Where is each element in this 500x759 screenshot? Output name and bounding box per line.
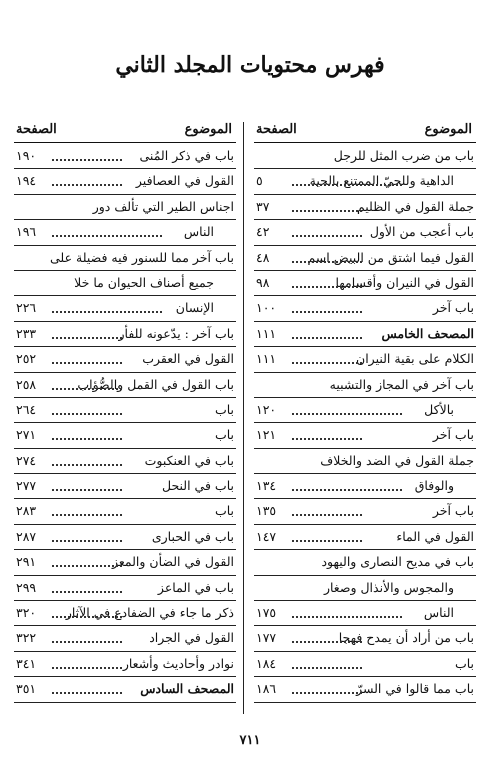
entry-topic: باب في الحبارى bbox=[151, 528, 234, 544]
page-number: ٧١١ bbox=[239, 733, 261, 748]
entry-page-number: ١٠٠ bbox=[256, 300, 277, 316]
entry-page-number: ١٨٤ bbox=[256, 655, 277, 671]
toc-entry bbox=[254, 296, 476, 321]
dot-leader bbox=[52, 565, 122, 567]
entry-page-number: ٢٢٦ bbox=[16, 300, 37, 316]
dot-leader bbox=[52, 184, 122, 186]
entry-page-number: ٢٧٧ bbox=[16, 478, 37, 494]
entry-topic: باب في مديح النصارى واليهود bbox=[321, 554, 474, 570]
entry-page-number: ١١١ bbox=[256, 325, 277, 341]
toc-entry bbox=[14, 576, 236, 601]
entry-page-number: ١١١ bbox=[256, 351, 277, 367]
dot-leader bbox=[292, 413, 402, 415]
dot-leader bbox=[292, 489, 402, 491]
entry-topic: القول في العقرب bbox=[142, 351, 234, 367]
dot-leader bbox=[52, 540, 122, 542]
entry-topic: نوادر وأحاديث وأشعار bbox=[122, 655, 234, 671]
dot-leader bbox=[292, 337, 362, 339]
entry-page-number: ٣٥١ bbox=[16, 681, 37, 697]
toc-entry bbox=[14, 474, 236, 499]
toc-entry bbox=[254, 246, 476, 271]
entry-topic: باب في ذكر المُنى bbox=[139, 148, 234, 163]
entry-page-number: ٢٣٣ bbox=[16, 325, 37, 341]
dot-leader bbox=[292, 362, 362, 364]
dot-leader bbox=[52, 591, 122, 593]
dot-leader bbox=[52, 464, 122, 466]
dot-leader bbox=[292, 261, 362, 263]
entry-topic: والمجوس والأنذال وصغار bbox=[323, 579, 454, 595]
toc-entry bbox=[14, 271, 236, 296]
entry-page-number: ١٣٥ bbox=[256, 503, 277, 519]
dot-leader bbox=[292, 692, 362, 694]
entry-topic: ذكر ما جاء في الضفادع في الآثار bbox=[65, 605, 234, 621]
entry-page-number: ١٩٦ bbox=[16, 224, 37, 240]
entry-topic: باب bbox=[214, 503, 234, 519]
dot-leader bbox=[292, 641, 362, 643]
toc-entry bbox=[254, 169, 476, 194]
page-title: فهرس محتويات المجلد الثاني bbox=[115, 52, 385, 78]
column-header bbox=[14, 120, 236, 144]
toc-entry bbox=[14, 626, 236, 651]
header-rule bbox=[254, 142, 476, 143]
entry-page-number: ١٩٠ bbox=[16, 148, 37, 163]
entry-page-number: ٤٨ bbox=[256, 249, 270, 265]
entry-topic: باب آخر bbox=[432, 300, 474, 316]
entry-topic: اجناس الطير التي تألف دور bbox=[92, 198, 234, 214]
toc-entry bbox=[254, 195, 476, 220]
entry-topic: باب آخر في المجاز والتشبيه bbox=[329, 376, 474, 392]
toc-entry bbox=[254, 347, 476, 372]
toc-entry bbox=[254, 677, 476, 702]
toc-entry bbox=[14, 652, 236, 677]
dot-leader bbox=[52, 159, 122, 161]
dot-leader bbox=[52, 362, 122, 364]
toc-entry bbox=[254, 144, 476, 169]
entry-page-number: ٣٧ bbox=[256, 198, 270, 214]
entry-topic: القول في الجراد bbox=[149, 630, 234, 646]
toc-entry bbox=[254, 220, 476, 245]
entry-page-number: ١٨٦ bbox=[256, 681, 277, 697]
entry-topic: جميع أصناف الحيوان ما خلا bbox=[74, 274, 214, 290]
dot-leader bbox=[52, 489, 122, 491]
entry-page-number: ١٢٠ bbox=[256, 401, 277, 417]
entry-topic: باب آخر : يدّعونه للفأر bbox=[118, 325, 234, 341]
dot-leader bbox=[52, 388, 122, 390]
entry-page-number: ٣٢٠ bbox=[16, 605, 37, 621]
entry-topic: باب آخر مما للسنور فيه فضيلة على bbox=[50, 249, 234, 265]
toc-entry bbox=[254, 322, 476, 347]
dot-leader bbox=[52, 514, 122, 516]
header-rule bbox=[14, 142, 236, 143]
entry-topic: باب من ضرب المثل للرجل bbox=[333, 148, 474, 163]
toc-column-right bbox=[254, 120, 476, 703]
toc-entry bbox=[14, 373, 236, 398]
toc-entry bbox=[14, 220, 236, 245]
entry-topic: الكلام على بقية النيران bbox=[356, 351, 474, 367]
entry-topic: القول في الضأن والمعز bbox=[111, 554, 234, 570]
entry-topic: الناس bbox=[183, 224, 214, 240]
entry-topic: جملة القول في الضد والخلاف bbox=[320, 452, 474, 468]
dot-leader bbox=[292, 311, 362, 313]
entry-topic: القول في الماء bbox=[396, 528, 474, 544]
topic-header: الموضوع bbox=[424, 122, 472, 137]
dot-leader bbox=[292, 235, 362, 237]
entry-topic: باب القول في القمل والصُّؤاب bbox=[77, 376, 234, 392]
entry-page-number: ١٩٤ bbox=[16, 173, 37, 189]
toc-entry bbox=[14, 322, 236, 347]
entry-topic: باب آخر bbox=[432, 427, 474, 443]
dot-leader bbox=[292, 667, 362, 669]
toc-entry bbox=[14, 423, 236, 448]
entry-page-number: ٢٥٨ bbox=[16, 376, 37, 392]
entry-topic: المصحف السادس bbox=[140, 681, 234, 697]
dot-leader bbox=[52, 438, 122, 440]
entry-topic: باب في الماعز bbox=[157, 579, 234, 595]
entry-page-number: ٩٨ bbox=[256, 274, 270, 290]
entry-topic: باب في العنكبوت bbox=[144, 452, 234, 468]
entry-topic: الداهية وللحيّ الممتنع بالحية bbox=[309, 173, 454, 189]
entry-page-number: ٢٩٩ bbox=[16, 579, 37, 595]
dot-leader bbox=[292, 438, 362, 440]
entry-topic: القول فيما اشتق من البيض اسم bbox=[307, 249, 474, 265]
toc-entry bbox=[254, 525, 476, 550]
toc-entry bbox=[14, 550, 236, 575]
entry-page-number: ١٧٥ bbox=[256, 605, 277, 621]
toc-entry bbox=[14, 601, 236, 626]
toc-entry bbox=[254, 626, 476, 651]
page-header: الصفحة bbox=[16, 122, 57, 137]
toc-entry bbox=[14, 449, 236, 474]
dot-leader bbox=[52, 413, 122, 415]
toc-entry bbox=[14, 499, 236, 524]
dot-leader bbox=[292, 210, 362, 212]
toc-entry bbox=[254, 271, 476, 296]
dot-leader bbox=[52, 337, 122, 339]
toc-entry bbox=[14, 195, 236, 220]
entry-page-number: ١٧٧ bbox=[256, 630, 277, 646]
entry-topic: باب bbox=[454, 655, 474, 671]
entry-topic: والوفاق bbox=[414, 478, 454, 494]
dot-leader bbox=[52, 311, 162, 313]
entry-page-number: ٣٤١ bbox=[16, 655, 37, 671]
dot-leader bbox=[292, 616, 402, 618]
page-header: الصفحة bbox=[256, 122, 297, 137]
entry-page-number: ١٣٤ bbox=[256, 478, 277, 494]
dot-leader bbox=[292, 514, 362, 516]
toc-entry bbox=[254, 652, 476, 677]
toc-entry bbox=[254, 576, 476, 601]
dot-leader bbox=[52, 616, 122, 618]
dot-leader bbox=[52, 692, 122, 694]
entry-topic: باب من أراد أن يمدح فهجا bbox=[338, 630, 474, 646]
entry-topic: باب آخر bbox=[432, 503, 474, 519]
entry-topic: الإنسان bbox=[175, 300, 214, 316]
entry-topic: جملة القول في الظليم bbox=[356, 198, 474, 214]
dot-leader bbox=[52, 641, 122, 643]
entry-topic: باب أعجب من الأول bbox=[369, 224, 474, 240]
toc-entry bbox=[254, 373, 476, 398]
entry-page-number: ١٤٧ bbox=[256, 528, 277, 544]
entry-page-number: ٢٩١ bbox=[16, 554, 37, 570]
dot-leader bbox=[292, 286, 362, 288]
toc-entries bbox=[14, 144, 236, 703]
toc-entry bbox=[254, 449, 476, 474]
dot-leader bbox=[52, 235, 162, 237]
toc-entry bbox=[254, 398, 476, 423]
entry-topic: القول في النيران وأقسامها bbox=[335, 274, 474, 290]
entry-page-number: ٢٥٢ bbox=[16, 351, 37, 367]
toc-entry bbox=[14, 398, 236, 423]
toc-entry bbox=[14, 347, 236, 372]
entry-page-number: ١٢١ bbox=[256, 427, 277, 443]
column-header bbox=[254, 120, 476, 144]
entry-topic: باب مما قالوا في السرّ bbox=[356, 681, 474, 697]
dot-leader bbox=[52, 667, 122, 669]
entry-topic: بالأكل bbox=[424, 401, 454, 417]
entry-page-number: ٢٨٣ bbox=[16, 503, 37, 519]
entry-topic: باب bbox=[214, 427, 234, 443]
toc-entry bbox=[14, 525, 236, 550]
toc-column-left bbox=[14, 120, 236, 703]
entry-page-number: ٣٢٢ bbox=[16, 630, 37, 646]
dot-leader bbox=[292, 540, 362, 542]
entry-topic: باب في النحل bbox=[162, 478, 234, 494]
entry-topic: باب bbox=[214, 401, 234, 417]
toc-entry bbox=[254, 601, 476, 626]
entry-page-number: ٤٢ bbox=[256, 224, 270, 240]
toc-entry bbox=[254, 550, 476, 575]
toc-entry bbox=[14, 677, 236, 702]
toc-entry bbox=[254, 499, 476, 524]
entry-page-number: ٢٦٤ bbox=[16, 401, 37, 417]
entry-page-number: ٢٧٤ bbox=[16, 452, 37, 468]
toc-entry bbox=[254, 474, 476, 499]
entry-topic: الناس bbox=[423, 605, 454, 621]
toc-entries bbox=[254, 144, 476, 703]
toc-entry bbox=[14, 169, 236, 194]
column-divider bbox=[243, 122, 244, 714]
toc-entry bbox=[14, 246, 236, 271]
toc-entry bbox=[14, 144, 236, 169]
toc-entry bbox=[254, 423, 476, 448]
dot-leader bbox=[292, 184, 402, 186]
toc-entry bbox=[14, 296, 236, 321]
entry-topic: القول في العصافير bbox=[135, 173, 234, 189]
topic-header: الموضوع bbox=[184, 122, 232, 137]
entry-page-number: ٢٧١ bbox=[16, 427, 37, 443]
entry-page-number: ٢٨٧ bbox=[16, 528, 37, 544]
entry-page-number: ٥ bbox=[256, 173, 263, 189]
entry-topic: المصحف الخامس bbox=[381, 325, 474, 341]
